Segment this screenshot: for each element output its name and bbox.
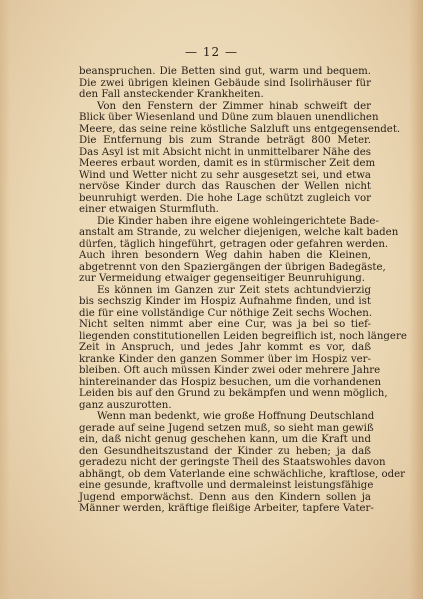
text-line: Wenn man bedenkt, wie große Hoffnung Deutschland	[97, 411, 375, 422]
text-line: geradezu nicht der geringste Theil des Staatswohles davon	[79, 457, 386, 468]
text-line: eine gesunde, kraftvolle und dermaleinst leistungsfähige	[79, 480, 374, 491]
text-line: kranke Kinder den ganzen Sommer über im Hospiz ver-	[79, 353, 371, 365]
page-edge-left	[0, 0, 10, 599]
text-line: Blick über Wiesenland und Düne zum blauen unendlichen	[79, 112, 379, 123]
page-edge-right	[409, 0, 423, 599]
text-line: Von den Fenstern der Zimmer hinab schweift der	[97, 100, 371, 112]
text-line: Leiden bis auf den Grund zu bekämpfen und wenn möglich,	[79, 388, 388, 399]
text-line: nervöse Kinder durch das Rauschen der Wellen nicht	[79, 181, 371, 192]
text-line: den Gesundheitszustand der Kinder zu heben; ja daß	[79, 445, 371, 457]
text-line: abhängt, ob dem Vaterlande eine schwächliche, kraftlose, oder	[79, 468, 406, 480]
text-line: Es können im Ganzen zur Zeit stets achtundvierzig	[97, 284, 371, 296]
text-line: zur Vermeidung etwaiger gegenseitiger Beunruhigung.	[79, 273, 366, 284]
body-text	[79, 66, 407, 515]
text-line: anstalt am Strande, zu welcher diejenigen, welche kalt baden	[79, 227, 399, 238]
text-line: Auch ihren besondern Weg dahin haben die Kleinen,	[79, 250, 371, 261]
text-line: ganz auszurotten.	[79, 399, 172, 411]
text-line: den Fall ansteckender Krankheiten.	[79, 89, 264, 100]
text-line: einer etwaigen Sturmfluth.	[79, 204, 219, 215]
text-line: Wind und Wetter nicht zu sehr ausgesetzt sei, und etwa	[79, 169, 371, 181]
text-line: Jugend emporwächst. Denn aus den Kindern sollen ja	[79, 491, 371, 503]
text-line: hintereinander das Hospiz besuchen, um die vorhandenen	[79, 376, 382, 388]
text-line: Männer werden, kräftige fleißige Arbeiter, tapfere Vater-	[79, 503, 374, 514]
text-line: Das Asyl ist mit Absicht nicht in unmittelbarer Nähe des	[79, 146, 371, 158]
text-line: Die Entfernung bis zum Strande beträgt 800 Meter.	[79, 135, 371, 146]
text-line: gerade auf seine Jugend setzen muß, so sieht man gewiß	[79, 422, 374, 434]
text-line: Die zwei übrigen kleinen Gebäude sind Isolirhäuser für	[79, 77, 371, 89]
text-line: bleiben. Oft auch müssen Kinder zwei oder mehrere Jahre	[79, 365, 381, 376]
text-line: dürfen, täglich hingeführt, getragen oder gefahren werden.	[79, 238, 389, 250]
text-line: beanspruchen. Die Betten sind gut, warm und bequem.	[79, 66, 371, 77]
text-line: Meeres erbaut worden, damit es in stürmischer Zeit dem	[79, 158, 376, 169]
text-line: bis sechszig Kinder im Hospiz Aufnahme finden, und ist	[79, 296, 371, 307]
text-line: Die Kinder haben ihre eigene wohleingerichtete Bade-	[97, 215, 379, 227]
text-line: die für eine vollständige Cur nöthige Zeit sechs Wochen.	[79, 307, 373, 319]
page-number: — 12 —	[185, 45, 238, 59]
text-line: beunruhigt werden. Die hohe Lage schützt zugleich vor	[79, 192, 371, 204]
text-line: abgetrennt von den Spaziergängen der übrigen Badegäste,	[79, 261, 386, 273]
text-line: Zeit in Anspruch, und jedes Jahr kommt es vor, daß	[79, 342, 371, 353]
text-line: liegenden constitutionellen Leiden begreiflich ist, noch längere	[79, 330, 407, 342]
text-line: Meere, das seine reine köstliche Salzluft uns entgegensendet.	[79, 123, 401, 135]
text-line: ein, daß nicht genug geschehen kann, um die Kraft und	[79, 434, 371, 445]
text-line: Nicht selten nimmt aber eine Cur, was ja bei so tief-	[79, 319, 371, 330]
